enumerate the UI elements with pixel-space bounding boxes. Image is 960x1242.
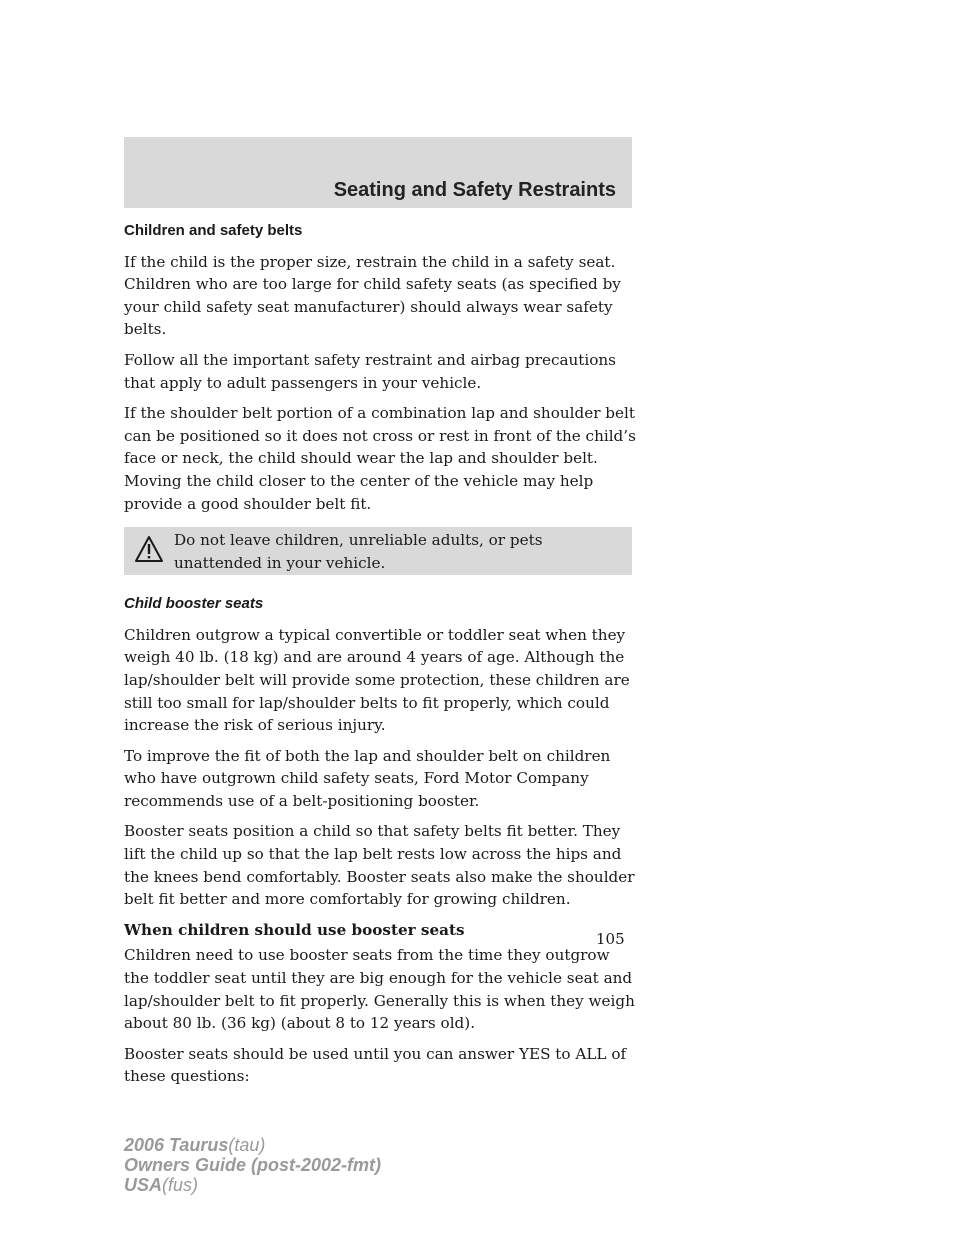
heading-when-use-boosters: When children should use booster seats [124, 920, 465, 939]
paragraph-need-boosters: Children need to use booster seats from the time they outgrow the toddler seat until they are big enough for the vehicle seat and lap/shoulder belt to fit properly. Generally this is when they weigh about 80 lb. (36 kg) (about 8 to 12 years old). [124, 946, 635, 1033]
footer-market-code: (fus) [162, 1175, 199, 1195]
paragraph-outgrow: Children outgrow a typical convertible or toddler seat when they weigh 40 lb. (18 kg) and are around 4 years of age. Although the lap/shoulder belt will provide some protection, these children are still too small for lap/shoulder belts to fit properly, which could increase the risk of serious injury. [124, 625, 630, 735]
section-header-band [124, 137, 632, 208]
footer-model: 2006 Taurus [124, 1135, 229, 1155]
footer-model-code: (tau) [228, 1135, 266, 1155]
paragraph-booster-position: Booster seats position a child so that safety belts fit better. They lift the child up so that the lap belt rests low across the hips and the knees bend comfortably. Booster seats also make the shoulder belt fit better and more comfortably for growing children. [124, 822, 635, 909]
footer-guide: Owners Guide (post-2002-fmt) [124, 1155, 382, 1175]
warning-triangle-icon [134, 535, 164, 563]
section-title: Seating and Safety Restraints [333, 179, 616, 201]
footer-doc-id [124, 1135, 381, 1195]
paragraph-answer-yes: Booster seats should be used until you can answer YES to ALL of these questions: [124, 1044, 627, 1086]
heading-child-booster-seats: Child booster seats [124, 595, 264, 613]
page-number: 105 [596, 930, 625, 948]
paragraph-follow-precautions: Follow all the important safety restraint and airbag precautions that apply to adult passengers in your vehicle. [124, 350, 616, 392]
paragraph-improve-fit: To improve the fit of both the lap and shoulder belt on children who have outgrown child safety seats, Ford Motor Company recommends use of a belt-positioning booster. [124, 746, 611, 810]
paragraph-proper-size: If the child is the proper size, restrain the child in a safety seat. Children who are too large for child safety seats (as specified by your child safety seat manufacturer) should always wear safety belts. [124, 252, 621, 339]
warning-text: Do not leave children, unreliable adults, or pets unattended in your vehicle. [174, 531, 543, 572]
warning-box [124, 527, 632, 575]
footer-market: USA [124, 1175, 163, 1195]
page-content [124, 220, 636, 1096]
paragraph-shoulder-belt: If the shoulder belt portion of a combination lap and shoulder belt can be positioned so it does not cross or rest in front of the child’s face or neck, the child should wear the lap and shoulder belt. Moving the child closer to the center of the vehicle may help provide a good shoulder belt fit. [124, 404, 636, 513]
heading-children-safety-belts: Children and safety belts [124, 222, 303, 239]
